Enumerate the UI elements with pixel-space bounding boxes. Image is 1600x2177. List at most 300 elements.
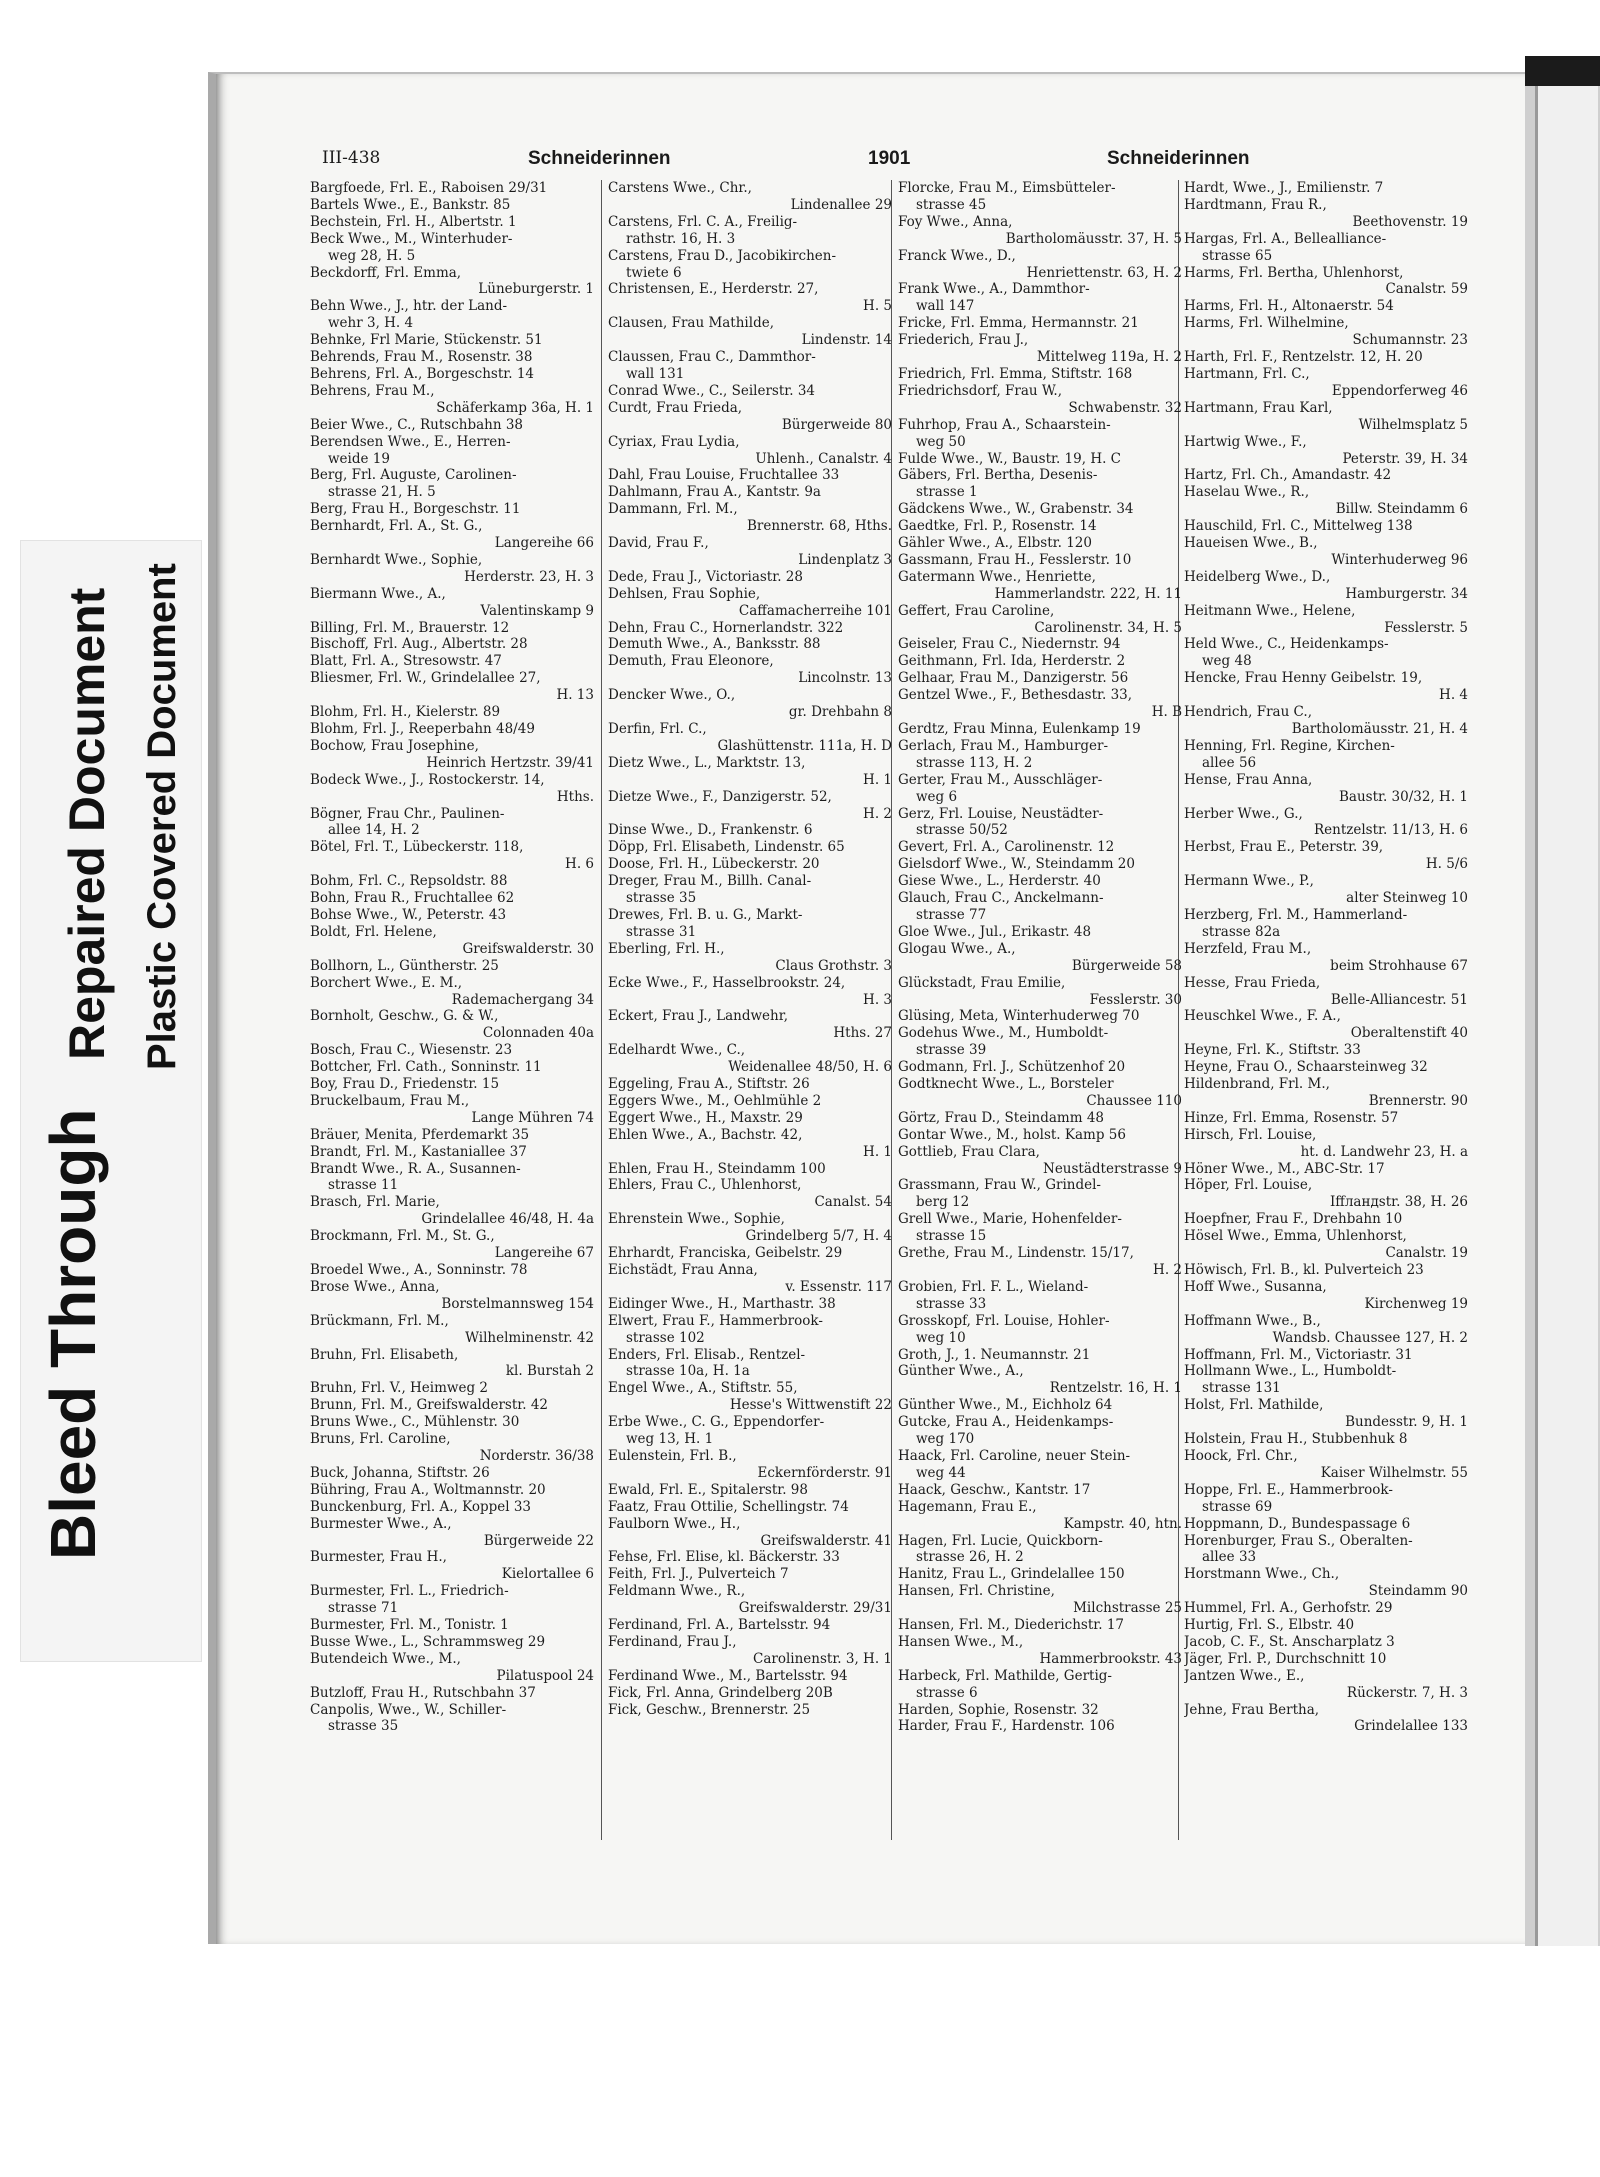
directory-entry bbox=[310, 1042, 600, 1059]
directory-entry bbox=[898, 1499, 1188, 1533]
entry-line: Harden, Sophie, Rosenstr. 32 bbox=[898, 1701, 1099, 1718]
entry-line: Gerz, Frl. Louise, Neustädter- bbox=[898, 805, 1104, 822]
directory-entry bbox=[898, 670, 1188, 687]
entry-line: Bohm, Frl. C., Repsoldstr. 88 bbox=[310, 873, 508, 890]
entry-line: Hartz, Frl. Ch., Amandastr. 42 bbox=[1184, 467, 1392, 484]
entry-line: Dinse Wwe., D., Frankenstr. 6 bbox=[608, 822, 813, 839]
entry-continuation: Fesslerstr. 30 bbox=[1089, 991, 1182, 1008]
directory-entry bbox=[1184, 1431, 1474, 1448]
entry-line: Dreger, Frau M., Billh. Canal- bbox=[608, 873, 812, 890]
entry-line: Hauschild, Frl. C., Mittelweg 138 bbox=[1184, 518, 1413, 535]
entry-line: Görtz, Frau D., Steindamm 48 bbox=[898, 1109, 1104, 1126]
directory-entry bbox=[310, 924, 600, 958]
entry-continuation: Bartholomäusstr. 37, H. 5 bbox=[1005, 230, 1182, 247]
entry-continuation: Grindelallee 46/48, H. 4a bbox=[421, 1211, 594, 1228]
directory-entry bbox=[608, 1161, 898, 1178]
directory-entry bbox=[1184, 180, 1474, 197]
directory-entry bbox=[1184, 839, 1474, 873]
directory-entry bbox=[898, 1076, 1188, 1110]
entry-continuation: Caffamacherreihe 101 bbox=[738, 602, 892, 619]
entry-continuation: strasse 11 bbox=[328, 1177, 399, 1194]
entry-line: Eidinger Wwe., H., Marthastr. 38 bbox=[608, 1295, 836, 1312]
entry-continuation: strasse 77 bbox=[916, 906, 987, 923]
entry-continuation: Uhlenh., Canalstr. 4 bbox=[755, 450, 892, 467]
directory-entry bbox=[310, 1076, 600, 1093]
entry-line: Höner Wwe., M., ABC-Str. 17 bbox=[1184, 1160, 1385, 1177]
entry-continuation: strasse 82a bbox=[1202, 923, 1281, 940]
entry-line: Bartels Wwe., E., Bankstr. 85 bbox=[310, 196, 511, 213]
directory-entry bbox=[608, 383, 898, 400]
entry-line: Busse Wwe., L., Schrammsweg 29 bbox=[310, 1633, 546, 1650]
entry-continuation: strasse 45 bbox=[916, 196, 987, 213]
entry-line: Christensen, E., Herderstr. 27, bbox=[608, 281, 819, 298]
entry-line: Ferdinand Wwe., M., Bartelsstr. 94 bbox=[608, 1667, 848, 1684]
year-heading: 1901 bbox=[868, 148, 911, 169]
entry-line: Bargfoede, Frl. E., Raboisen 29/31 bbox=[310, 180, 548, 196]
directory-entry bbox=[898, 1211, 1188, 1245]
directory-entry bbox=[898, 1127, 1188, 1144]
entry-line: Günther Wwe., A., bbox=[898, 1363, 1024, 1380]
directory-column-4 bbox=[1184, 180, 1474, 1735]
entry-line: Held Wwe., C., Heidenkamps- bbox=[1184, 636, 1389, 653]
directory-entry bbox=[310, 1194, 600, 1228]
directory-entry bbox=[898, 1347, 1188, 1364]
directory-entry bbox=[898, 603, 1188, 637]
entry-line: Groth, J., 1. Neumannstr. 21 bbox=[898, 1346, 1091, 1363]
directory-entry bbox=[310, 1059, 600, 1076]
directory-entry bbox=[608, 1685, 898, 1702]
directory-entry bbox=[1184, 467, 1474, 484]
entry-continuation: strasse 10a, H. 1a bbox=[626, 1363, 750, 1380]
entry-line: Bötel, Frl. T., Lübeckerstr. 118, bbox=[310, 839, 524, 856]
entry-line: Heuschkel Wwe., F. A., bbox=[1184, 1008, 1341, 1025]
entry-continuation: Wandsb. Chaussee 127, H. 2 bbox=[1272, 1329, 1468, 1346]
entry-continuation: ht. d. Landwehr 23, H. a bbox=[1300, 1143, 1468, 1160]
entry-line: Gaedtke, Frl. P., Rosenstr. 14 bbox=[898, 518, 1097, 535]
directory-entry bbox=[1184, 265, 1474, 299]
entry-line: Jehne, Frau Bertha, bbox=[1184, 1701, 1320, 1718]
entry-line: Gloe Wwe., Jul., Erikastr. 48 bbox=[898, 923, 1092, 940]
entry-continuation: Henriettenstr. 63, H. 2 bbox=[1026, 264, 1182, 281]
entry-line: Beckdorff, Frl. Emma, bbox=[310, 264, 462, 281]
directory-entry bbox=[898, 975, 1188, 1009]
entry-line: Behnke, Frl Marie, Stückenstr. 51 bbox=[310, 332, 543, 349]
entry-line: Gielsdorf Wwe., W., Steindamm 20 bbox=[898, 856, 1135, 873]
entry-line: Faatz, Frau Ottilie, Schellingstr. 74 bbox=[608, 1498, 849, 1515]
directory-entry bbox=[898, 1008, 1188, 1025]
entry-continuation: Carolinenstr. 3, H. 1 bbox=[753, 1650, 892, 1667]
entry-line: Conrad Wwe., C., Seilerstr. 34 bbox=[608, 382, 816, 399]
directory-entry bbox=[608, 1448, 898, 1482]
entry-continuation: strasse 21, H. 5 bbox=[328, 484, 436, 501]
entry-line: Friederich, Frau J., bbox=[898, 332, 1029, 349]
directory-entry bbox=[898, 1025, 1188, 1059]
entry-line: Bollhorn, L., Güntherstr. 25 bbox=[310, 957, 499, 974]
entry-continuation: Langereihe 66 bbox=[494, 535, 594, 552]
entry-continuation: Grindelallee 133 bbox=[1354, 1718, 1468, 1735]
entry-continuation: Hths. bbox=[556, 788, 594, 805]
entry-line: Drewes, Frl. B. u. G., Markt- bbox=[608, 906, 803, 923]
directory-entry bbox=[310, 265, 600, 299]
entry-continuation: H. 1 bbox=[863, 771, 892, 788]
entry-line: Holstein, Frau H., Stubbenhuk 8 bbox=[1184, 1431, 1408, 1448]
entry-continuation: Eppendorferweg 46 bbox=[1331, 382, 1468, 399]
entry-line: Bochow, Frau Josephine, bbox=[310, 737, 479, 754]
entry-line: Bechstein, Frl. H., Albertstr. 1 bbox=[310, 213, 517, 230]
entry-continuation: strasse 15 bbox=[916, 1228, 987, 1245]
entry-continuation: strasse 131 bbox=[1202, 1380, 1281, 1397]
entry-line: Carstens Wwe., Chr., bbox=[608, 180, 752, 196]
entry-continuation: Pilatuspool 24 bbox=[496, 1667, 594, 1684]
entry-line: Höwisch, Frl. B., kl. Pulverteich 23 bbox=[1184, 1262, 1424, 1278]
entry-continuation: weg 6 bbox=[916, 788, 958, 805]
directory-entry bbox=[1184, 772, 1474, 806]
entry-line: Bodeck Wwe., J., Rostockerstr. 14, bbox=[310, 771, 545, 788]
directory-entry bbox=[310, 1583, 600, 1617]
entry-line: Biermann Wwe., A., bbox=[310, 585, 446, 602]
directory-entry bbox=[898, 1397, 1188, 1414]
entry-line: Jäger, Frl. P., Durchschnitt 10 bbox=[1184, 1650, 1387, 1667]
entry-continuation: strasse 1 bbox=[916, 484, 978, 501]
entry-line: Hummel, Frl. A., Gerhofstr. 29 bbox=[1184, 1600, 1393, 1617]
entry-line: Billing, Frl. M., Brauerstr. 12 bbox=[310, 619, 510, 636]
entry-continuation: Bürgerweide 22 bbox=[483, 1532, 594, 1549]
entry-continuation: Hammerbrookstr. 43 bbox=[1039, 1650, 1182, 1667]
entry-continuation: alter Steinweg 10 bbox=[1346, 890, 1468, 907]
entry-line: Brasch, Frl. Marie, bbox=[310, 1194, 440, 1211]
entry-continuation: strasse 35 bbox=[328, 1718, 399, 1735]
directory-entry bbox=[310, 1482, 600, 1499]
entry-line: Horenburger, Frau S., Oberalten- bbox=[1184, 1532, 1413, 1549]
directory-entry bbox=[898, 467, 1188, 501]
directory-entry bbox=[608, 1042, 898, 1076]
directory-entry bbox=[898, 332, 1188, 366]
entry-line: Broedel Wwe., A., Sonninstr. 78 bbox=[310, 1262, 528, 1278]
directory-entry bbox=[898, 281, 1188, 315]
entry-continuation: H. 6 bbox=[565, 856, 594, 873]
entry-line: Carstens, Frau D., Jacobikirchen- bbox=[608, 247, 837, 264]
directory-entry bbox=[310, 1617, 600, 1634]
directory-entry bbox=[1184, 1059, 1474, 1076]
entry-line: Geiseler, Frau C., Niedernstr. 94 bbox=[898, 636, 1121, 653]
running-title-left: Schneiderinnen bbox=[528, 148, 671, 169]
directory-entry bbox=[310, 231, 600, 265]
entry-line: Herbst, Frau E., Peterstr. 39, bbox=[1184, 839, 1384, 856]
directory-entry bbox=[310, 518, 600, 552]
entry-line: Ehrhardt, Franciska, Geibelstr. 29 bbox=[608, 1245, 843, 1262]
directory-entry bbox=[1184, 1211, 1474, 1228]
entry-line: Berg, Frau H., Borgeschstr. 11 bbox=[310, 501, 521, 518]
entry-continuation: Eckernförderstr. 91 bbox=[757, 1464, 892, 1481]
directory-entry bbox=[310, 1347, 600, 1381]
entry-line: Dencker Wwe., O., bbox=[608, 687, 736, 704]
entry-continuation: v. Essenstr. 117 bbox=[785, 1278, 892, 1295]
directory-entry bbox=[310, 298, 600, 332]
entry-line: Glogau Wwe., A., bbox=[898, 940, 1016, 957]
entry-line: Burmester Wwe., A., bbox=[310, 1515, 452, 1532]
directory-entry bbox=[310, 670, 600, 704]
directory-entry bbox=[1184, 1516, 1474, 1533]
directory-entry bbox=[310, 197, 600, 214]
entry-line: Elwert, Frau F., Hammerbrook- bbox=[608, 1312, 823, 1329]
scanner-edge-shadow bbox=[1525, 56, 1600, 86]
entry-line: Gerlach, Frau M., Hamburger- bbox=[898, 737, 1109, 754]
directory-entry bbox=[310, 383, 600, 417]
directory-entry bbox=[1184, 1482, 1474, 1516]
directory-entry bbox=[898, 1448, 1188, 1482]
entry-continuation: Greifswalderstr. 29/31 bbox=[738, 1600, 892, 1617]
entry-line: Gäbers, Frl. Bertha, Desenis- bbox=[898, 467, 1098, 484]
entry-line: Blatt, Frl. A., Stresowstr. 47 bbox=[310, 653, 502, 670]
entry-line: Hollmann Wwe., L., Humboldt- bbox=[1184, 1363, 1397, 1380]
entry-line: Blohm, Frl. H., Kielerstr. 89 bbox=[310, 704, 501, 721]
directory-entry bbox=[608, 1110, 898, 1127]
entry-line: Franck Wwe., D., bbox=[898, 247, 1016, 264]
directory-entry bbox=[898, 1279, 1188, 1313]
entry-line: Engel Wwe., A., Stiftstr. 55, bbox=[608, 1380, 798, 1397]
entry-line: Günther Wwe., M., Eichholz 64 bbox=[898, 1397, 1113, 1414]
entry-continuation: Kielortallee 6 bbox=[501, 1566, 594, 1583]
entry-line: Ehlen Wwe., A., Bachstr. 42, bbox=[608, 1126, 803, 1143]
entry-line: Blohm, Frl. J., Reeperbahn 48/49 bbox=[310, 721, 535, 737]
entry-line: Bohn, Frau R., Fruchtallee 62 bbox=[310, 890, 515, 907]
entry-line: Hansen Wwe., M., bbox=[898, 1633, 1024, 1650]
entry-line: Doose, Frl. H., Lübeckerstr. 20 bbox=[608, 856, 820, 873]
entry-line: Derfin, Frl. C., bbox=[608, 721, 707, 737]
entry-continuation: weg 48 bbox=[1202, 653, 1252, 670]
directory-entry bbox=[608, 1482, 898, 1499]
entry-line: Gatermann Wwe., Henriette, bbox=[898, 568, 1096, 585]
entry-continuation: wall 147 bbox=[916, 298, 975, 315]
entry-line: Behrens, Frl. A., Borgeschstr. 14 bbox=[310, 365, 534, 382]
directory-entry bbox=[898, 1668, 1188, 1702]
directory-entry bbox=[898, 451, 1188, 468]
directory-entry bbox=[1184, 518, 1474, 535]
entry-continuation: weg 50 bbox=[916, 433, 966, 450]
directory-entry bbox=[310, 1397, 600, 1414]
entry-line: Fricke, Frl. Emma, Hermannstr. 21 bbox=[898, 315, 1139, 332]
directory-entry bbox=[1184, 569, 1474, 603]
entry-line: Hardtmann, Frau R., bbox=[1184, 196, 1327, 213]
directory-entry bbox=[310, 1685, 600, 1702]
directory-entry bbox=[898, 873, 1188, 890]
directory-entry bbox=[310, 1380, 600, 1397]
entry-continuation: Lüneburgerstr. 1 bbox=[478, 281, 594, 298]
entry-continuation: weg 10 bbox=[916, 1329, 966, 1346]
directory-entry bbox=[608, 1093, 898, 1110]
entry-line: Hoppmann, D., Bundespassage 6 bbox=[1184, 1515, 1411, 1532]
directory-entry bbox=[898, 806, 1188, 840]
entry-continuation: H. 2 bbox=[863, 805, 892, 822]
entry-continuation: Rentzelstr. 11/13, H. 6 bbox=[1313, 822, 1468, 839]
directory-entry bbox=[310, 1008, 600, 1042]
entry-line: Dietz Wwe., L., Marktstr. 13, bbox=[608, 754, 806, 771]
entry-line: Hoepfner, Frau F., Drehbahn 10 bbox=[1184, 1211, 1403, 1228]
entry-continuation: allee 14, H. 2 bbox=[328, 822, 420, 839]
entry-line: Grosskopf, Frl. Louise, Hohler- bbox=[898, 1312, 1110, 1329]
repaired-document-label: Repaired Document bbox=[59, 587, 115, 1060]
entry-line: Brückmann, Frl. M., bbox=[310, 1312, 449, 1329]
directory-entry bbox=[310, 586, 600, 620]
entry-line: Ferdinand, Frau J., bbox=[608, 1633, 737, 1650]
entry-line: Harder, Frau F., Hardenstr. 106 bbox=[898, 1718, 1115, 1735]
directory-entry bbox=[1184, 603, 1474, 637]
directory-entry bbox=[898, 1566, 1188, 1583]
entry-line: Edelhardt Wwe., C., bbox=[608, 1042, 746, 1059]
directory-entry bbox=[1184, 1600, 1474, 1617]
directory-entry bbox=[898, 518, 1188, 535]
directory-entry bbox=[310, 467, 600, 501]
directory-entry bbox=[608, 941, 898, 975]
entry-line: Bernhardt, Frl. A., St. G., bbox=[310, 518, 483, 535]
entry-continuation: strasse 35 bbox=[626, 890, 697, 907]
entry-line: Burmester, Frl. M., Tonistr. 1 bbox=[310, 1617, 509, 1634]
directory-entry bbox=[310, 653, 600, 670]
entry-line: Gontar Wwe., M., holst. Kamp 56 bbox=[898, 1126, 1126, 1143]
directory-entry bbox=[1184, 197, 1474, 231]
entry-line: Hösel Wwe., Emma, Uhlenhorst, bbox=[1184, 1228, 1407, 1245]
entry-continuation: weg 13, H. 1 bbox=[626, 1431, 714, 1448]
entry-line: Buck, Johanna, Stiftstr. 26 bbox=[310, 1464, 490, 1481]
entry-line: Gähler Wwe., A., Elbstr. 120 bbox=[898, 535, 1092, 552]
entry-continuation: strasse 6 bbox=[916, 1684, 978, 1701]
page-number: III-438 bbox=[322, 148, 381, 168]
entry-line: Butzloff, Frau H., Rutschbahn 37 bbox=[310, 1684, 536, 1701]
directory-entry bbox=[898, 839, 1188, 856]
directory-entry bbox=[310, 214, 600, 231]
entry-continuation: Beethovenstr. 19 bbox=[1352, 213, 1468, 230]
entry-continuation: Billw. Steindamm 6 bbox=[1335, 501, 1468, 518]
directory-entry bbox=[898, 1313, 1188, 1347]
entry-continuation: Lindenallee 29 bbox=[790, 196, 892, 213]
entry-line: Hansen, Frl. Christine, bbox=[898, 1583, 1055, 1600]
directory-entry bbox=[310, 180, 600, 197]
directory-entry bbox=[310, 772, 600, 806]
directory-entry bbox=[608, 434, 898, 468]
directory-entry bbox=[608, 1245, 898, 1262]
entry-continuation: Langereihe 67 bbox=[494, 1245, 594, 1262]
entry-continuation: H. 4 bbox=[1439, 687, 1468, 704]
entry-line: Gelhaar, Frau M., Danzigerstr. 56 bbox=[898, 670, 1129, 687]
entry-continuation: H. 13 bbox=[556, 687, 594, 704]
directory-entry bbox=[608, 1313, 898, 1347]
entry-line: Harms, Frl. Wilhelmine, bbox=[1184, 315, 1349, 332]
entry-line: Hoppe, Frl. E., Hammerbrook- bbox=[1184, 1481, 1393, 1498]
entry-line: Brandt Wwe., R. A., Susannen- bbox=[310, 1160, 521, 1177]
entry-continuation: Claus Grothstr. 3 bbox=[775, 957, 892, 974]
entry-line: Fulde Wwe., W., Baustr. 19, H. C bbox=[898, 450, 1122, 467]
directory-entry bbox=[608, 400, 898, 434]
entry-line: Hesse, Frau Frieda, bbox=[1184, 974, 1321, 991]
entry-line: Grethe, Frau M., Lindenstr. 15/17, bbox=[898, 1245, 1134, 1262]
directory-entry bbox=[898, 636, 1188, 653]
entry-line: Jantzen Wwe., E., bbox=[1184, 1667, 1305, 1684]
directory-entry bbox=[608, 755, 898, 789]
entry-line: Bottcher, Frl. Cath., Sonninstr. 11 bbox=[310, 1059, 542, 1076]
entry-line: Eberling, Frl. H., bbox=[608, 940, 725, 957]
directory-entry bbox=[608, 721, 898, 755]
entry-continuation: weg 170 bbox=[916, 1431, 975, 1448]
entry-line: Hoffmann Wwe., B., bbox=[1184, 1312, 1321, 1329]
entry-line: Butendeich Wwe., M., bbox=[310, 1650, 461, 1667]
directory-entry bbox=[898, 924, 1188, 941]
directory-entry bbox=[310, 1144, 600, 1161]
directory-entry bbox=[310, 417, 600, 434]
directory-entry bbox=[898, 1177, 1188, 1211]
entry-continuation: allee 56 bbox=[1202, 754, 1257, 771]
entry-continuation: H. 3 bbox=[863, 991, 892, 1008]
entry-continuation: Kaiser Wilhelmstr. 55 bbox=[1320, 1464, 1468, 1481]
entry-line: Hargas, Frl. A., Bellealliance- bbox=[1184, 230, 1387, 247]
entry-line: Eulenstein, Frl. B., bbox=[608, 1447, 737, 1464]
entry-continuation: Hesse's Wittwenstift 22 bbox=[729, 1397, 892, 1414]
directory-entry bbox=[898, 366, 1188, 383]
entry-line: Berendsen Wwe., E., Herren- bbox=[310, 433, 511, 450]
directory-entry bbox=[608, 1668, 898, 1685]
directory-entry bbox=[898, 1617, 1188, 1634]
entry-line: Burmester, Frl. L., Friedrich- bbox=[310, 1583, 509, 1600]
directory-entry bbox=[310, 1414, 600, 1431]
entry-line: Curdt, Frau Frieda, bbox=[608, 399, 743, 416]
directory-entry bbox=[608, 975, 898, 1009]
directory-entry bbox=[898, 417, 1188, 451]
entry-line: Bruns, Frl. Caroline, bbox=[310, 1431, 451, 1448]
directory-entry bbox=[608, 1380, 898, 1414]
entry-continuation: Winterhuderweg 96 bbox=[1331, 551, 1468, 568]
entry-line: Burmester, Frau H., bbox=[310, 1549, 447, 1566]
directory-entry bbox=[898, 501, 1188, 518]
entry-line: Hartmann, Frl. C., bbox=[1184, 365, 1310, 382]
entry-continuation: kl. Burstah 2 bbox=[505, 1363, 594, 1380]
entry-line: Herzberg, Frl. M., Hammerland- bbox=[1184, 906, 1408, 923]
entry-line: Höper, Frl. Louise, bbox=[1184, 1177, 1313, 1194]
entry-line: Ehlers, Frau C., Uhlenhorst, bbox=[608, 1177, 802, 1194]
directory-entry bbox=[898, 1059, 1188, 1076]
entry-line: Hagen, Frl. Lucie, Quickborn- bbox=[898, 1532, 1103, 1549]
entry-continuation: weg 28, H. 5 bbox=[328, 247, 416, 264]
directory-entry bbox=[898, 1634, 1188, 1668]
entry-line: Hense, Frau Anna, bbox=[1184, 771, 1313, 788]
directory-entry bbox=[608, 248, 898, 282]
directory-entry bbox=[608, 1414, 898, 1448]
entry-line: Fick, Frl. Anna, Grindelberg 20B bbox=[608, 1684, 833, 1701]
entry-line: Harms, Frl. Bertha, Uhlenhorst, bbox=[1184, 264, 1404, 281]
directory-entry bbox=[898, 1363, 1188, 1397]
entry-continuation: Carolinenstr. 34, H. 5 bbox=[1034, 619, 1182, 636]
entry-line: Fuhrhop, Frau A., Schaarstein- bbox=[898, 416, 1111, 433]
directory-entry bbox=[1184, 1110, 1474, 1127]
entry-continuation: Peterstr. 39, H. 34 bbox=[1342, 450, 1468, 467]
directory-entry bbox=[898, 1245, 1188, 1279]
entry-continuation: Heinrich Hertzstr. 39/41 bbox=[426, 754, 594, 771]
entry-line: Hinze, Frl. Emma, Rosenstr. 57 bbox=[1184, 1109, 1399, 1126]
directory-entry bbox=[1184, 1127, 1474, 1161]
directory-entry bbox=[1184, 806, 1474, 840]
directory-entry bbox=[1184, 1262, 1474, 1279]
directory-entry bbox=[1184, 1651, 1474, 1668]
directory-entry bbox=[608, 1617, 898, 1634]
entry-line: Dietze Wwe., F., Danzigerstr. 52, bbox=[608, 788, 832, 805]
directory-entry bbox=[310, 1127, 600, 1144]
entry-line: Bunckenburg, Frl. A., Koppel 33 bbox=[310, 1498, 532, 1515]
directory-entry bbox=[310, 721, 600, 738]
entry-line: Hanitz, Frau L., Grindelallee 150 bbox=[898, 1566, 1125, 1583]
entry-continuation: H. B bbox=[1151, 704, 1182, 721]
entry-line: Henning, Frl. Regine, Kirchen- bbox=[1184, 737, 1395, 754]
entry-line: Jacob, C. F., St. Anscharplatz 3 bbox=[1184, 1633, 1395, 1650]
directory-entry bbox=[310, 1228, 600, 1262]
entry-continuation: Chaussee 110 bbox=[1086, 1092, 1182, 1109]
